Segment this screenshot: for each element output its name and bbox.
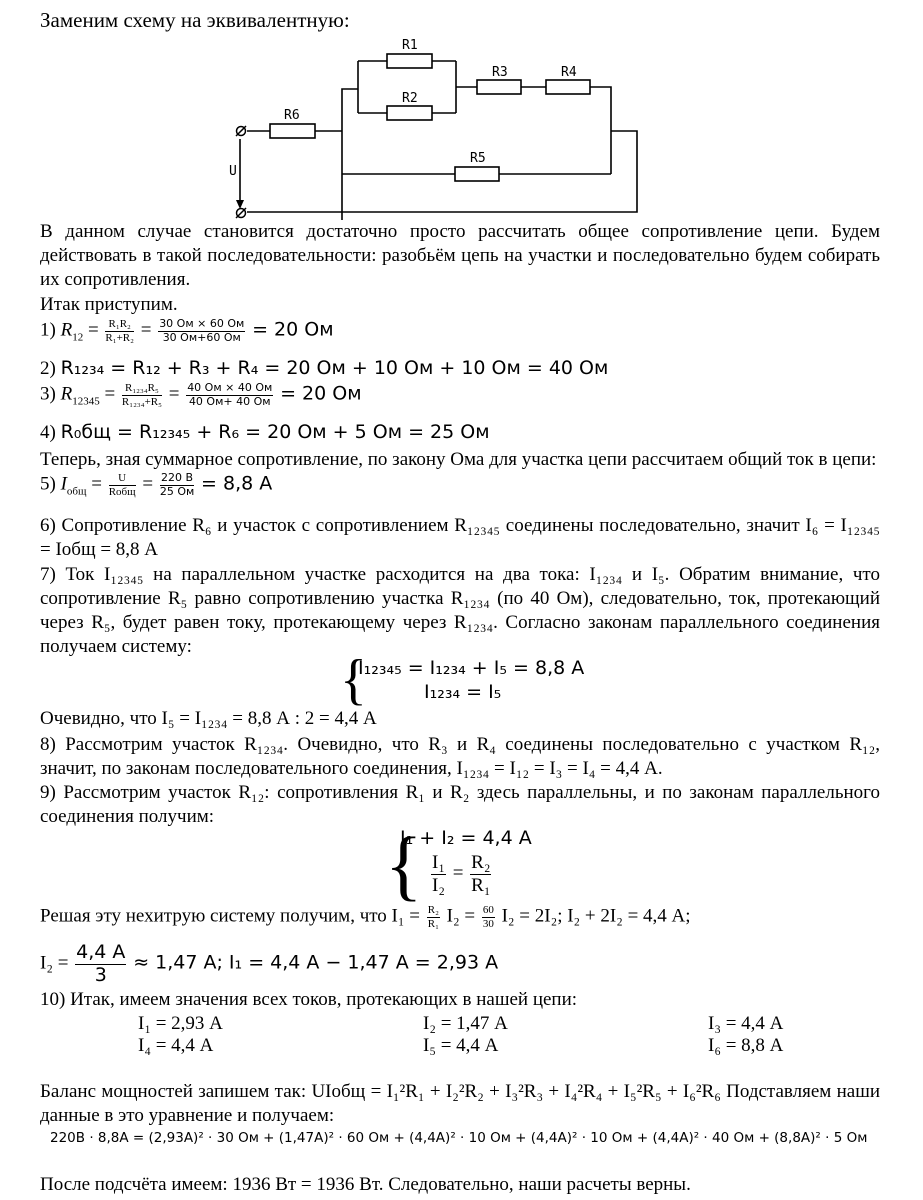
- step9: 9) Рассмотрим участок R₁₂: сопротивления R₁ и R₂ здесь параллельны, и по законам параллельного соединения получим:: [40, 782, 880, 827]
- current-value: I₂ = 1,47 А: [423, 1013, 508, 1034]
- step8: 8) Рассмотрим участок R₁₂₃₄. Очевидно, что R₃ и R₄ соединены последовательно с участком R₁₂, значит, по законам последовательного соединения, I₁₂₃₄ = I₁₂ = I₃ = I₄ = 4,4 А.: [40, 734, 880, 779]
- current-value: I₄ = 4,4 А: [138, 1035, 214, 1056]
- label-r3: R3: [492, 65, 508, 80]
- label-r5: R5: [470, 151, 486, 166]
- step6: 6) Сопротивление R₆ и участок с сопротивлением R₁₂₃₄₅ соединены последовательно, значит I₆ = I₁₂₃₄₅ = Iобщ = 8,8 А: [40, 515, 880, 560]
- label-r2: R2: [402, 91, 418, 106]
- label-r1: R1: [402, 38, 418, 53]
- current-value: I₃ = 4,4 А: [708, 1013, 784, 1034]
- balance-equation: 220В · 8,8А = (2,93А)² · 30 Ом + (1,47А)² · 60 Ом + (4,4А)² · 10 Ом + (4,4А)² · 10 Ом + (4,4А)² · 40 Ом + (8,8А)² · 5 Ом: [50, 1130, 868, 1146]
- balance-text: Баланс мощностей запишем так: UIобщ = I₁²R₁ + I₂²R₂ + I₃²R₃ + I₄²R₄ + I₅²R₅ + I₆²R₆ Подставляем наши данные в это уравнение и получаем:: [40, 1081, 880, 1126]
- step4: 4) R₀бщ = R₁₂₃₄₅ + R₆ = 20 Ом + 5 Ом = 25 Ом: [40, 421, 490, 443]
- label-u: U: [229, 164, 237, 179]
- current-value: I₅ = 4,4 А: [423, 1035, 499, 1056]
- current-value: I₆ = 8,8 А: [708, 1035, 784, 1056]
- heading: Заменим схему на эквивалентную:: [40, 8, 350, 32]
- step7: 7) Ток I₁₂₃₄₅ на параллельном участке расходится на два тока: I₁₂₃₄ и I₅. Обратим внимание, что сопротивление R₅ равно сопротивлению участка R₁₂₃₄ (по 40 Ом), следовательно, ток, протекающий через R₅, будет равен току, протекающему через R₁₂₃₄. Согласно законам параллельного соединения получаем систему:: [40, 564, 880, 657]
- step3: 3) $R_{12345}$ = $\frac{\text{R₁₂₃₄R₅}}{\text{R₁₂₃₄+R₅}}$ = $\frac{40 Ом \times 40 Ом}{40 Ом+ 40 Ом}$ = 20 Ом: [40, 381, 362, 408]
- intro-paragraph: В данном случае становится достаточно просто рассчитать общее сопротивление цепи. Будем действовать в такой последовательности: разобьём цепь на участки и последовательно будем собирать их сопротивления.: [40, 221, 880, 290]
- step10: 10) Итак, имеем значения всех токов, протекающих в нашей цепи:: [40, 989, 578, 1010]
- step5: 5) $I_{общ}$ = $\frac{U}{\text{Rобщ}}$ = $\frac{220 В}{25 Ом}$ = 8,8 А: [40, 471, 273, 498]
- conclusion: После подсчёта имеем: 1936 Вт = 1936 Вт. Следовательно, наши расчеты верны.: [40, 1174, 691, 1195]
- label-r4: R4: [561, 65, 577, 80]
- step1: 1) $R_{12}$ = $\frac{\text{R₁R₂}}{\text{R₁+R₂}}$ = $\frac{30 Ом \times 60 Ом}{30 Ом+60 Ом}$ = 20 Ом: [40, 317, 334, 344]
- step2: 2) R₁₂₃₄ = R₁₂ + R₃ + R₄ = 20 Ом + 10 Ом + 10 Ом = 40 Ом: [40, 357, 609, 379]
- obvious-line: Очевидно, что I₅ = I₁₂₃₄ = 8,8 А : 2 = 4,4 А: [40, 708, 377, 729]
- start-line: Итак приступим.: [40, 294, 178, 315]
- circuit-diagram: [0, 0, 923, 230]
- i2-line: I₂ = $\frac{4,4 А}{3}$ ≈ 1,47 А; I₁ = 4,4 А − 1,47 А = 2,93 А: [40, 941, 499, 986]
- label-r6: R6: [284, 108, 300, 123]
- current-value: I₁ = 2,93 А: [138, 1013, 223, 1034]
- solve-line: Решая эту нехитрую систему получим, что I₁ = $\frac{\text{R₂}}{\text{R₁}}$ I₂ = $\frac{60}{30}$ I₂ = 2I₂; I₂ + 2I₂ = 4,4 А;: [40, 904, 691, 930]
- ohm-text: Теперь, зная суммарное сопротивление, по закону Ома для участка цепи рассчитаем общий ток в цепи:: [40, 449, 877, 470]
